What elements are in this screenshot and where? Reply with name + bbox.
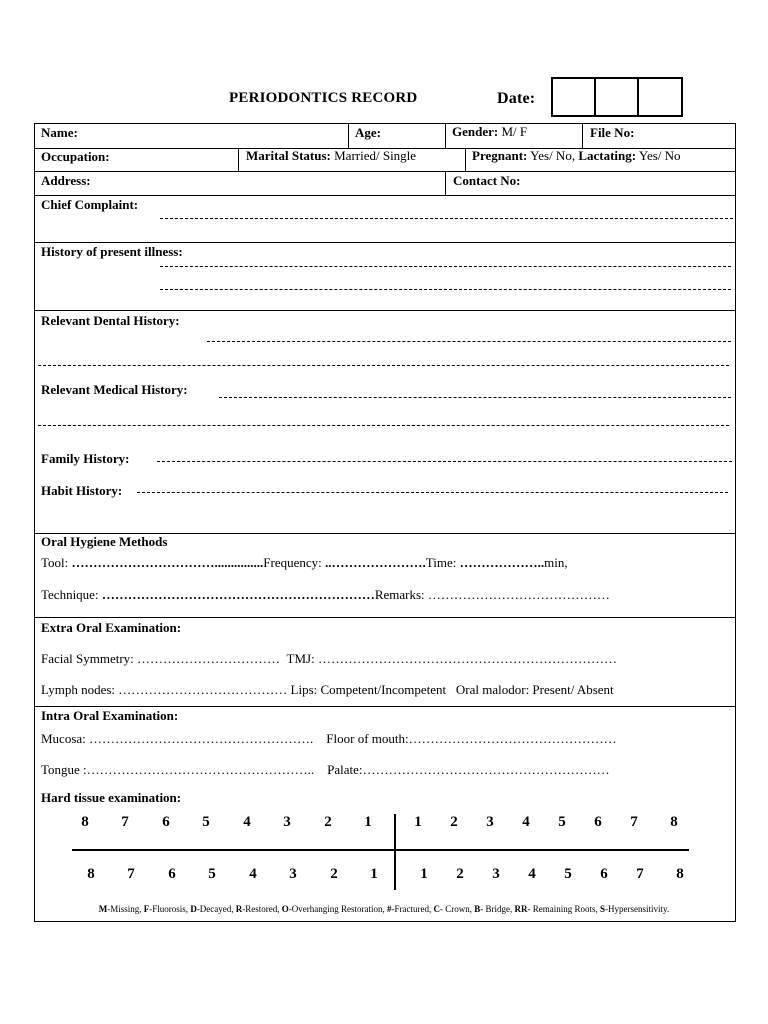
habit-history-label: Habit History:	[41, 483, 123, 498]
gender-field[interactable]	[452, 124, 527, 140]
divider	[34, 195, 735, 196]
tooth-upper-right-5[interactable]: 5	[202, 814, 210, 830]
tooth-upper-left-3[interactable]: 3	[486, 814, 494, 830]
intra-oral-heading: Intra Oral Examination:	[41, 708, 179, 723]
medical-history-field-2[interactable]	[38, 425, 729, 426]
tooth-upper-left-1[interactable]: 1	[414, 814, 422, 830]
page-title: PERIODONTICS RECORD	[229, 90, 418, 106]
marital-status-label: Marital Status:	[246, 148, 331, 163]
tooth-lower-right-2[interactable]: 2	[330, 866, 338, 882]
mucosa-label: Mucosa:	[41, 731, 86, 746]
palate-field[interactable]: …………………………………………………	[362, 762, 610, 777]
oral-hygiene-row-1	[41, 555, 568, 571]
tmj-field[interactable]: ……………………………………………………………	[317, 651, 617, 666]
tooth-lower-right-8[interactable]: 8	[87, 866, 95, 882]
age-label: Age:	[355, 125, 381, 140]
tooth-lower-left-8[interactable]: 8	[676, 866, 684, 882]
tooth-lower-right-6[interactable]: 6	[168, 866, 176, 882]
lactating-label: Lactating:	[578, 148, 637, 163]
divider	[34, 242, 735, 243]
tooth-lower-right-5[interactable]: 5	[208, 866, 216, 882]
marital-status-field[interactable]	[246, 148, 416, 164]
oral-malodor-field[interactable]: Oral malodor: Present/ Absent	[455, 682, 614, 697]
legend-code: C	[433, 904, 441, 914]
marital-status-options: Married/ Single	[334, 148, 417, 163]
legend-code: S	[600, 904, 606, 914]
gender-label: Gender:	[452, 124, 499, 139]
legend-text: -Hypersensitivity.	[605, 904, 670, 914]
floor-of-mouth-label: Floor of mouth:	[326, 731, 409, 746]
tooth-lower-right-3[interactable]: 3	[289, 866, 297, 882]
mucosa-field[interactable]: …………………………………………….	[89, 731, 314, 746]
intra-oral-row-1	[41, 731, 617, 747]
legend-code: RR	[514, 904, 528, 914]
legend-code: R	[235, 904, 243, 914]
tooth-lower-right-1[interactable]: 1	[370, 866, 378, 882]
legend-text: -Fluorosis,	[149, 904, 191, 914]
divider	[445, 171, 446, 195]
present-illness-field-2[interactable]	[160, 289, 731, 290]
legend-text: - Remaining Roots,	[527, 904, 601, 914]
tooth-lower-left-7[interactable]: 7	[636, 866, 644, 882]
file-no-label: File No:	[590, 125, 635, 140]
legend-code: M	[98, 904, 108, 914]
legend-code: F	[143, 904, 150, 914]
lactating-options: Yes/ No	[638, 148, 681, 163]
tooth-lower-right-4[interactable]: 4	[249, 866, 257, 882]
tooth-chart-vertical-axis	[394, 814, 396, 890]
divider	[348, 123, 349, 148]
dental-history-field-2[interactable]	[38, 365, 729, 366]
remarks-label: Remarks:	[374, 587, 425, 602]
medical-history-field-1[interactable]	[219, 397, 731, 398]
chief-complaint-field[interactable]	[160, 218, 733, 219]
dental-history-field-1[interactable]	[207, 341, 731, 342]
legend-code: O	[281, 904, 289, 914]
tooth-upper-left-4[interactable]: 4	[522, 814, 530, 830]
lymph-nodes-label: Lymph nodes:	[41, 682, 116, 697]
tooth-lower-right-7[interactable]: 7	[127, 866, 135, 882]
tooth-upper-right-3[interactable]: 3	[283, 814, 291, 830]
tooth-lower-left-1[interactable]: 1	[420, 866, 428, 882]
legend-text: -Missing,	[107, 904, 144, 914]
technique-field[interactable]: ………………………………………………………	[101, 587, 375, 602]
gender-options: M/ F	[501, 124, 528, 139]
pregnant-label: Pregnant:	[472, 148, 528, 163]
divider	[445, 123, 446, 148]
tooth-upper-right-8[interactable]: 8	[81, 814, 89, 830]
tooth-lower-left-4[interactable]: 4	[528, 866, 536, 882]
tooth-lower-left-6[interactable]: 6	[600, 866, 608, 882]
family-history-label: Family History:	[41, 451, 130, 466]
tooth-chart-legend	[0, 904, 768, 914]
tooth-chart-horizontal-axis	[72, 849, 689, 851]
extra-oral-row-2	[41, 682, 614, 698]
habit-history-field[interactable]	[137, 492, 728, 493]
tooth-upper-left-7[interactable]: 7	[630, 814, 638, 830]
divider	[34, 706, 735, 707]
date-label: Date:	[497, 90, 536, 107]
time-unit: min,	[544, 555, 568, 570]
facial-symmetry-label: Facial Symmetry:	[41, 651, 134, 666]
lymph-nodes-field[interactable]: …………………………………	[118, 682, 288, 697]
divider	[34, 310, 735, 311]
tongue-field[interactable]: ……………………………………………..	[86, 762, 315, 777]
tooth-lower-left-3[interactable]: 3	[492, 866, 500, 882]
contact-no-label: Contact No:	[453, 173, 521, 188]
tooth-upper-right-4[interactable]: 4	[243, 814, 251, 830]
time-field[interactable]: ………………..	[459, 555, 545, 570]
oral-hygiene-row-2	[41, 587, 610, 603]
time-label: Time:	[425, 555, 457, 570]
technique-label: Technique:	[41, 587, 99, 602]
lips-field[interactable]: Lips: Competent/Incompetent	[290, 682, 447, 697]
date-box-2[interactable]	[594, 77, 639, 117]
address-label: Address:	[41, 173, 91, 188]
tooth-upper-right-1[interactable]: 1	[364, 814, 372, 830]
legend-text: -Restored,	[242, 904, 282, 914]
divider	[238, 148, 239, 171]
extra-oral-heading: Extra Oral Examination:	[41, 620, 182, 635]
medical-history-label: Relevant Medical History:	[41, 382, 188, 397]
divider	[582, 123, 583, 148]
occupation-label: Occupation:	[41, 149, 110, 164]
name-label: Name:	[41, 125, 78, 140]
pregnancy-field[interactable]	[472, 148, 681, 164]
hard-tissue-heading: Hard tissue examination:	[41, 790, 182, 805]
chief-complaint-label: Chief Complaint:	[41, 197, 139, 212]
tool-label: Tool:	[41, 555, 69, 570]
legend-text: - Crown,	[440, 904, 475, 914]
frequency-label: Frequency:	[263, 555, 322, 570]
floor-of-mouth-field[interactable]: …………………………………………	[408, 731, 617, 746]
legend-code: B	[474, 904, 481, 914]
family-history-field[interactable]	[157, 461, 732, 462]
remarks-field[interactable]: ……………………………………	[427, 587, 610, 602]
tool-field[interactable]: ……………………………...............	[71, 555, 264, 570]
legend-text: -Overhanging Restoration,	[288, 904, 388, 914]
frequency-field[interactable]: ..………………….	[325, 555, 426, 570]
present-illness-label: History of present illness:	[41, 244, 183, 259]
legend-text: -Decayed,	[196, 904, 236, 914]
tooth-upper-left-5[interactable]: 5	[558, 814, 566, 830]
tooth-upper-right-7[interactable]: 7	[121, 814, 129, 830]
divider	[465, 148, 466, 171]
divider	[34, 171, 735, 172]
tongue-label: Tongue :	[41, 762, 87, 777]
intra-oral-row-2	[41, 762, 610, 778]
oral-hygiene-heading: Oral Hygiene Methods	[41, 534, 168, 549]
tooth-upper-right-6[interactable]: 6	[162, 814, 170, 830]
legend-text: -Fractured,	[391, 904, 434, 914]
facial-symmetry-field[interactable]: ……………………………	[137, 651, 281, 666]
date-box-1[interactable]	[551, 77, 596, 117]
pregnant-options: Yes/ No,	[530, 148, 576, 163]
tooth-lower-left-2[interactable]: 2	[456, 866, 464, 882]
tooth-upper-left-2[interactable]: 2	[450, 814, 458, 830]
tooth-lower-left-5[interactable]: 5	[564, 866, 572, 882]
present-illness-field-1[interactable]	[160, 266, 731, 267]
divider	[34, 617, 735, 618]
tmj-label: TMJ:	[286, 651, 315, 666]
extra-oral-row-1	[41, 651, 617, 667]
legend-text: - Bridge,	[480, 904, 515, 914]
tooth-upper-left-6[interactable]: 6	[594, 814, 602, 830]
tooth-upper-left-8[interactable]: 8	[670, 814, 678, 830]
legend-code: D	[190, 904, 197, 914]
tooth-upper-right-2[interactable]: 2	[324, 814, 332, 830]
legend-code: #	[387, 904, 392, 914]
palate-label: Palate:	[327, 762, 363, 777]
dental-history-label: Relevant Dental History:	[41, 313, 180, 328]
name-field[interactable]	[85, 125, 343, 145]
date-box-3[interactable]	[637, 77, 683, 117]
